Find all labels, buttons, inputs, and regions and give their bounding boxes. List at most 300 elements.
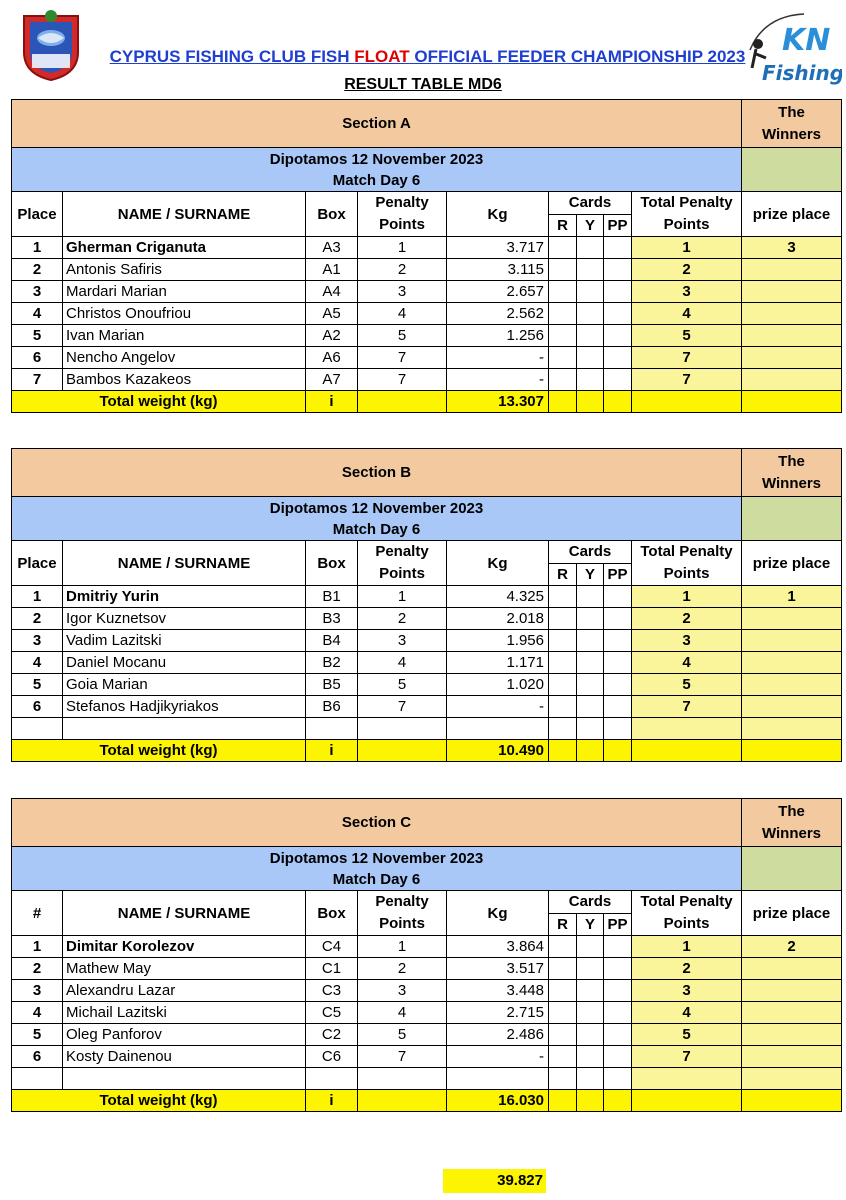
row-penalty: 4 xyxy=(358,1002,447,1024)
row-card-y xyxy=(577,696,604,718)
title-float: FLOAT xyxy=(354,47,410,66)
row-box xyxy=(306,1068,358,1090)
row-name: Oleg Panforov xyxy=(63,1024,306,1046)
row-card-r xyxy=(549,237,577,259)
col-name: NAME / SURNAME xyxy=(63,541,306,586)
row-card-y xyxy=(577,630,604,652)
row-card-y xyxy=(577,237,604,259)
row-total-penalty: 7 xyxy=(632,369,742,391)
row-card-pp xyxy=(604,369,632,391)
table-row xyxy=(12,652,842,674)
row-name: Mathew May xyxy=(63,958,306,980)
total-prize-empty xyxy=(742,391,842,413)
total-card-y xyxy=(577,740,604,762)
row-prize-place xyxy=(742,259,842,281)
row-place: 4 xyxy=(12,652,63,674)
col-box: Box xyxy=(306,541,358,586)
row-prize-place xyxy=(742,1002,842,1024)
page-subtitle: RESULT TABLE MD6 xyxy=(344,76,502,93)
row-total-penalty: 5 xyxy=(632,325,742,347)
col-name: NAME / SURNAME xyxy=(63,192,306,237)
total-card-r xyxy=(549,1090,577,1112)
col-card-pp: PP xyxy=(604,563,632,586)
row-name: Dimitar Korolezov xyxy=(63,936,306,958)
row-kg: 1.171 xyxy=(447,652,549,674)
row-kg xyxy=(447,718,549,740)
row-box: B1 xyxy=(306,586,358,608)
row-place xyxy=(12,718,63,740)
row-total-penalty: 3 xyxy=(632,980,742,1002)
row-penalty: 7 xyxy=(358,696,447,718)
row-card-pp xyxy=(604,608,632,630)
row-box: C3 xyxy=(306,980,358,1002)
row-place: 7 xyxy=(12,369,63,391)
row-card-r xyxy=(549,347,577,369)
row-box: C2 xyxy=(306,1024,358,1046)
row-kg: - xyxy=(447,696,549,718)
row-card-y xyxy=(577,347,604,369)
total-card-pp xyxy=(604,1090,632,1112)
row-box: A1 xyxy=(306,259,358,281)
row-card-pp xyxy=(604,586,632,608)
row-total-penalty: 2 xyxy=(632,608,742,630)
page-title xyxy=(90,47,765,67)
col-card-pp: PP xyxy=(604,214,632,237)
row-card-pp xyxy=(604,936,632,958)
col-name: NAME / SURNAME xyxy=(63,891,306,936)
row-place: 3 xyxy=(12,281,63,303)
row-name xyxy=(63,718,306,740)
row-card-r xyxy=(549,281,577,303)
row-card-y xyxy=(577,325,604,347)
winners-spacer xyxy=(742,847,842,891)
row-penalty: 1 xyxy=(358,586,447,608)
row-penalty: 7 xyxy=(358,1046,447,1068)
row-box: B2 xyxy=(306,652,358,674)
row-box: A2 xyxy=(306,325,358,347)
row-kg: 2.715 xyxy=(447,1002,549,1024)
col-total-penalty: Total Penalty Points xyxy=(632,891,742,936)
row-card-y xyxy=(577,1002,604,1024)
row-card-y xyxy=(577,1068,604,1090)
row-name: Nencho Angelov xyxy=(63,347,306,369)
row-penalty: 1 xyxy=(358,237,447,259)
row-prize-place xyxy=(742,958,842,980)
table-row xyxy=(12,980,842,1002)
total-weight: 13.307 xyxy=(447,391,549,413)
row-box: C6 xyxy=(306,1046,358,1068)
row-total-penalty: 4 xyxy=(632,1002,742,1024)
row-kg: 2.018 xyxy=(447,608,549,630)
row-box: B3 xyxy=(306,608,358,630)
row-kg: 3.864 xyxy=(447,936,549,958)
table-row xyxy=(12,369,842,391)
row-prize-place xyxy=(742,718,842,740)
row-total-penalty: 2 xyxy=(632,259,742,281)
row-kg: 2.562 xyxy=(447,303,549,325)
col-prize-place: prize place xyxy=(742,541,842,586)
row-card-r xyxy=(549,1046,577,1068)
row-prize-place: 1 xyxy=(742,586,842,608)
col-box: Box xyxy=(306,192,358,237)
row-name: Dmitriy Yurin xyxy=(63,586,306,608)
row-prize-place xyxy=(742,1024,842,1046)
total-row xyxy=(12,1090,842,1112)
section-title: Section A xyxy=(12,100,742,148)
row-name xyxy=(63,1068,306,1090)
row-box: B5 xyxy=(306,674,358,696)
total-label: Total weight (kg) xyxy=(12,1090,306,1112)
row-prize-place xyxy=(742,1068,842,1090)
total-points-empty xyxy=(632,1090,742,1112)
col-card-r: R xyxy=(549,214,577,237)
row-card-y xyxy=(577,936,604,958)
total-row xyxy=(12,391,842,413)
row-total-penalty: 1 xyxy=(632,237,742,259)
row-total-penalty xyxy=(632,1068,742,1090)
row-prize-place xyxy=(742,608,842,630)
row-card-pp xyxy=(604,1002,632,1024)
row-total-penalty: 1 xyxy=(632,586,742,608)
table-row xyxy=(12,630,842,652)
table-row xyxy=(12,608,842,630)
row-penalty: 5 xyxy=(358,325,447,347)
section-table xyxy=(11,448,841,762)
col-penalty: Penalty Points xyxy=(358,192,447,237)
row-place: 1 xyxy=(12,237,63,259)
winners-spacer xyxy=(742,497,842,541)
total-card-pp xyxy=(604,391,632,413)
table-row xyxy=(12,674,842,696)
col-penalty: Penalty Points xyxy=(358,541,447,586)
row-card-y xyxy=(577,1024,604,1046)
title-part2: OFFICIAL FEEDER CHAMPIONSHIP 2023 xyxy=(409,47,746,66)
row-card-r xyxy=(549,1024,577,1046)
row-name: Gherman Criganuta xyxy=(63,237,306,259)
table-row xyxy=(12,1002,842,1024)
row-name: Alexandru Lazar xyxy=(63,980,306,1002)
col-cards: Cards xyxy=(549,891,632,914)
row-box: B4 xyxy=(306,630,358,652)
col-kg: Kg xyxy=(447,891,549,936)
row-prize-place xyxy=(742,1046,842,1068)
row-prize-place xyxy=(742,281,842,303)
row-place: 5 xyxy=(12,674,63,696)
row-card-pp xyxy=(604,980,632,1002)
row-card-pp xyxy=(604,281,632,303)
col-card-r: R xyxy=(549,563,577,586)
row-card-r xyxy=(549,958,577,980)
row-card-r xyxy=(549,369,577,391)
section-title: Section B xyxy=(12,449,742,497)
row-card-r xyxy=(549,718,577,740)
col-card-y: Y xyxy=(577,563,604,586)
col-card-r: R xyxy=(549,913,577,936)
row-card-pp xyxy=(604,1024,632,1046)
match-date: Dipotamos 12 November 2023 Match Day 6 xyxy=(12,847,742,891)
total-penalty-empty xyxy=(358,1090,447,1112)
row-penalty: 2 xyxy=(358,259,447,281)
row-name: Mardari Marian xyxy=(63,281,306,303)
row-card-y xyxy=(577,980,604,1002)
row-place: 1 xyxy=(12,586,63,608)
row-card-r xyxy=(549,586,577,608)
total-box: i xyxy=(306,391,358,413)
row-kg: 3.448 xyxy=(447,980,549,1002)
row-card-y xyxy=(577,303,604,325)
row-card-y xyxy=(577,586,604,608)
table-row xyxy=(12,259,842,281)
row-name: Stefanos Hadjikyriakos xyxy=(63,696,306,718)
row-place: 3 xyxy=(12,980,63,1002)
row-total-penalty: 4 xyxy=(632,652,742,674)
row-name: Ivan Marian xyxy=(63,325,306,347)
total-card-y xyxy=(577,1090,604,1112)
row-total-penalty: 3 xyxy=(632,630,742,652)
total-points-empty xyxy=(632,740,742,762)
row-card-y xyxy=(577,958,604,980)
row-box xyxy=(306,718,358,740)
total-card-pp xyxy=(604,740,632,762)
row-penalty xyxy=(358,1068,447,1090)
total-row xyxy=(12,740,842,762)
row-place: 6 xyxy=(12,347,63,369)
row-card-r xyxy=(549,630,577,652)
row-total-penalty: 7 xyxy=(632,696,742,718)
row-card-pp xyxy=(604,1046,632,1068)
row-card-r xyxy=(549,303,577,325)
row-card-r xyxy=(549,1068,577,1090)
row-name: Kosty Dainenou xyxy=(63,1046,306,1068)
row-card-pp xyxy=(604,259,632,281)
row-kg: 1.956 xyxy=(447,630,549,652)
row-card-r xyxy=(549,1002,577,1024)
row-card-r xyxy=(549,980,577,1002)
row-card-pp xyxy=(604,303,632,325)
row-box: C1 xyxy=(306,958,358,980)
total-penalty-empty xyxy=(358,391,447,413)
total-card-r xyxy=(549,740,577,762)
row-card-pp xyxy=(604,630,632,652)
col-card-y: Y xyxy=(577,913,604,936)
row-card-pp xyxy=(604,958,632,980)
row-kg: 4.325 xyxy=(447,586,549,608)
col-place: # xyxy=(12,891,63,936)
row-card-r xyxy=(549,674,577,696)
table-row xyxy=(12,1068,842,1090)
table-row xyxy=(12,303,842,325)
winners-header: The Winners xyxy=(742,799,842,847)
row-place: 6 xyxy=(12,696,63,718)
total-penalty-empty xyxy=(358,740,447,762)
row-kg: - xyxy=(447,347,549,369)
row-penalty xyxy=(358,718,447,740)
row-card-y xyxy=(577,652,604,674)
row-kg: 3.517 xyxy=(447,958,549,980)
svg-text:Fishing: Fishing xyxy=(762,61,842,85)
row-kg: 2.486 xyxy=(447,1024,549,1046)
table-row xyxy=(12,347,842,369)
total-card-r xyxy=(549,391,577,413)
total-card-y xyxy=(577,391,604,413)
row-penalty: 1 xyxy=(358,936,447,958)
row-penalty: 2 xyxy=(358,608,447,630)
row-penalty: 5 xyxy=(358,674,447,696)
row-box: B6 xyxy=(306,696,358,718)
total-box: i xyxy=(306,740,358,762)
row-box: A4 xyxy=(306,281,358,303)
club-logo xyxy=(18,10,84,82)
row-prize-place xyxy=(742,980,842,1002)
row-place: 4 xyxy=(12,303,63,325)
row-name: Michail Lazitski xyxy=(63,1002,306,1024)
row-prize-place: 3 xyxy=(742,237,842,259)
row-name: Daniel Mocanu xyxy=(63,652,306,674)
row-prize-place xyxy=(742,347,842,369)
table-row xyxy=(12,325,842,347)
col-card-y: Y xyxy=(577,214,604,237)
row-penalty: 7 xyxy=(358,369,447,391)
row-penalty: 7 xyxy=(358,347,447,369)
col-cards: Cards xyxy=(549,192,632,215)
row-card-y xyxy=(577,674,604,696)
row-total-penalty: 1 xyxy=(632,936,742,958)
row-card-pp xyxy=(604,347,632,369)
table-row xyxy=(12,281,842,303)
row-kg: 3.717 xyxy=(447,237,549,259)
row-penalty: 2 xyxy=(358,958,447,980)
row-penalty: 4 xyxy=(358,652,447,674)
row-prize-place xyxy=(742,325,842,347)
col-prize-place: prize place xyxy=(742,192,842,237)
table-row xyxy=(12,696,842,718)
row-card-pp xyxy=(604,718,632,740)
winners-header: The Winners xyxy=(742,449,842,497)
row-total-penalty: 7 xyxy=(632,347,742,369)
row-card-pp xyxy=(604,325,632,347)
row-name: Christos Onoufriou xyxy=(63,303,306,325)
row-card-r xyxy=(549,608,577,630)
col-penalty: Penalty Points xyxy=(358,891,447,936)
grand-total-weight: 39.827 xyxy=(443,1169,546,1193)
row-card-r xyxy=(549,325,577,347)
col-kg: Kg xyxy=(447,192,549,237)
row-card-r xyxy=(549,936,577,958)
row-kg: 1.020 xyxy=(447,674,549,696)
row-kg: - xyxy=(447,1046,549,1068)
row-card-y xyxy=(577,608,604,630)
match-date: Dipotamos 12 November 2023 Match Day 6 xyxy=(12,148,742,192)
row-box: A3 xyxy=(306,237,358,259)
row-place: 4 xyxy=(12,1002,63,1024)
row-card-pp xyxy=(604,674,632,696)
section-table xyxy=(11,99,841,413)
row-box: A6 xyxy=(306,347,358,369)
total-weight: 10.490 xyxy=(447,740,549,762)
row-card-y xyxy=(577,369,604,391)
row-card-pp xyxy=(604,652,632,674)
row-total-penalty: 4 xyxy=(632,303,742,325)
row-card-pp xyxy=(604,1068,632,1090)
winners-header: The Winners xyxy=(742,100,842,148)
col-total-penalty: Total Penalty Points xyxy=(632,541,742,586)
row-place: 2 xyxy=(12,259,63,281)
row-card-y xyxy=(577,259,604,281)
row-prize-place xyxy=(742,630,842,652)
total-weight: 16.030 xyxy=(447,1090,549,1112)
col-kg: Kg xyxy=(447,541,549,586)
col-card-pp: PP xyxy=(604,913,632,936)
row-place: 3 xyxy=(12,630,63,652)
table-row xyxy=(12,237,842,259)
total-label: Total weight (kg) xyxy=(12,740,306,762)
col-prize-place: prize place xyxy=(742,891,842,936)
row-card-pp xyxy=(604,237,632,259)
title-part1: CYPRUS FISHING CLUB FISH xyxy=(109,47,355,66)
row-name: Bambos Kazakeos xyxy=(63,369,306,391)
row-kg: 2.657 xyxy=(447,281,549,303)
row-kg: - xyxy=(447,369,549,391)
table-row xyxy=(12,718,842,740)
row-name: Goia Marian xyxy=(63,674,306,696)
row-prize-place xyxy=(742,303,842,325)
row-prize-place xyxy=(742,674,842,696)
row-place: 5 xyxy=(12,325,63,347)
row-total-penalty: 7 xyxy=(632,1046,742,1068)
col-total-penalty: Total Penalty Points xyxy=(632,192,742,237)
row-kg: 3.115 xyxy=(447,259,549,281)
row-box: C4 xyxy=(306,936,358,958)
row-card-y xyxy=(577,1046,604,1068)
total-box: i xyxy=(306,1090,358,1112)
col-place: Place xyxy=(12,192,63,237)
row-place: 2 xyxy=(12,958,63,980)
row-place xyxy=(12,1068,63,1090)
row-penalty: 4 xyxy=(358,303,447,325)
row-total-penalty: 3 xyxy=(632,281,742,303)
total-label: Total weight (kg) xyxy=(12,391,306,413)
row-total-penalty: 5 xyxy=(632,674,742,696)
row-card-pp xyxy=(604,696,632,718)
row-name: Vadim Lazitski xyxy=(63,630,306,652)
row-place: 5 xyxy=(12,1024,63,1046)
match-date: Dipotamos 12 November 2023 Match Day 6 xyxy=(12,497,742,541)
table-row xyxy=(12,1024,842,1046)
row-total-penalty: 2 xyxy=(632,958,742,980)
row-prize-place xyxy=(742,652,842,674)
row-penalty: 3 xyxy=(358,630,447,652)
table-row xyxy=(12,586,842,608)
table-row xyxy=(12,936,842,958)
row-card-r xyxy=(549,652,577,674)
row-place: 1 xyxy=(12,936,63,958)
row-box: A7 xyxy=(306,369,358,391)
col-cards: Cards xyxy=(549,541,632,564)
col-place: Place xyxy=(12,541,63,586)
row-box: C5 xyxy=(306,1002,358,1024)
row-kg: 1.256 xyxy=(447,325,549,347)
section-title: Section C xyxy=(12,799,742,847)
row-place: 2 xyxy=(12,608,63,630)
total-prize-empty xyxy=(742,740,842,762)
row-prize-place: 2 xyxy=(742,936,842,958)
row-prize-place xyxy=(742,696,842,718)
row-place: 6 xyxy=(12,1046,63,1068)
row-penalty: 5 xyxy=(358,1024,447,1046)
row-card-r xyxy=(549,259,577,281)
row-penalty: 3 xyxy=(358,281,447,303)
svg-text:KN: KN xyxy=(782,23,831,58)
